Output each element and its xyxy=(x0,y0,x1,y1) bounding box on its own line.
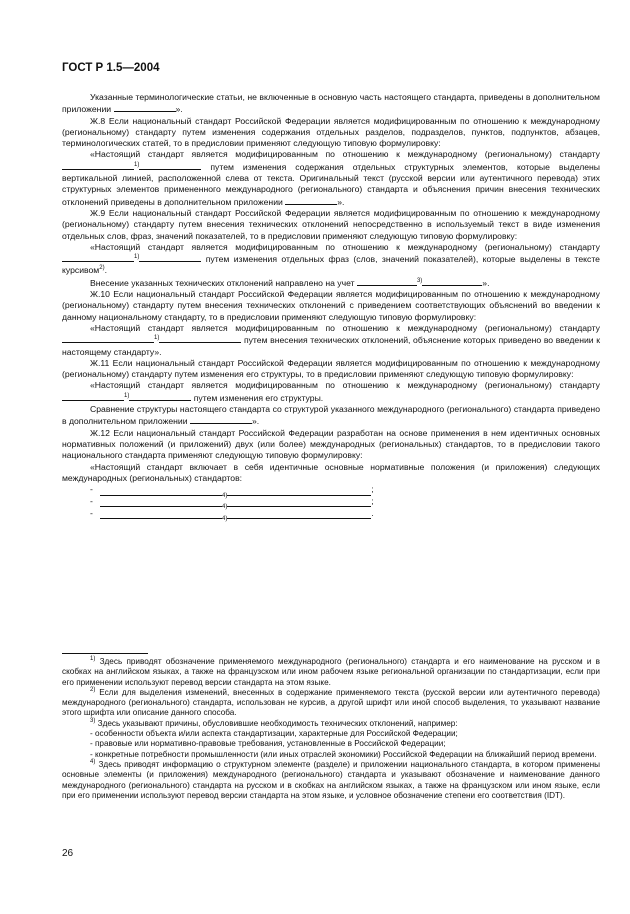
blank-field xyxy=(100,487,222,496)
paragraph-text: путем внесения технических отклонений, объяснение которых приведено во введении к настоящему стандарту». xyxy=(62,335,600,357)
footnote-marker: 1) xyxy=(90,656,96,662)
blank-field xyxy=(62,161,134,170)
paragraph-text: «Настоящий стандарт является модифицированным по отношению к международному (региональному) стандарту xyxy=(90,380,600,391)
blank-field xyxy=(62,334,154,343)
footnote-4 xyxy=(62,760,600,801)
blank-field xyxy=(190,415,252,424)
paragraph-text: путем изменения отдельных фраз (слов, значений показателей), которые выделены в тексте курсивом xyxy=(62,254,600,276)
paragraph-text: Сравнение структуры настоящего стандарта со структурой указанного международного (регионального) стандарта приведено в дополнительном приложении xyxy=(62,404,600,427)
list-dash: - xyxy=(90,495,93,506)
blank-field xyxy=(159,334,241,343)
paragraph-terms xyxy=(62,92,600,116)
blank-field xyxy=(129,392,191,401)
blank-field xyxy=(139,253,201,262)
paragraph-text: «Настоящий стандарт является модифицированным по отношению к международному (региональному) стандарту xyxy=(90,322,600,333)
paragraph-zh11-intro: Ж.11 Если национальный стандарт Российской Федерации является модифицированным по отношению к международному (региональному) стандарту путем изменения его структуры, то в предисловии применяют следующую типовую формулировку: xyxy=(62,357,600,380)
paragraph-text: путем изменения его структуры. xyxy=(193,392,324,403)
paragraph-zh12-intro: Ж.12 Если национальный стандарт Российской Федерации разработан на основе применения в нем идентичных основных нормативных положений (и приложений) двух (или более) международных (региональных) стандартов, то в предисловии такого национального стандарта применяют следующую типовую формулировку: xyxy=(62,427,600,461)
footnotes xyxy=(62,657,600,801)
footnote-text: Здесь приводят информацию о структурном элементе (разделе) и приложении национального стандарта, в котором применены основные элементы (и приложения) международного (регионального) стандарта и указывают обозначение и наименование данного международного (регионального) стандарта на русском и в скобках на английском языках, а также на французском или ином языке, если при его применении используют перевод версии стандарта на этом языке, и условное обозначение степени его соответствия (IDT). xyxy=(62,759,600,800)
list-dash: - xyxy=(90,507,93,518)
blank-field xyxy=(227,495,374,507)
paragraph-zh9-intro: Ж.9 Если национальный стандарт Российской Федерации является модифицированным по отношению к международному (региональному) стандарту путем внесения технических отклонений непосредственно в используемый текст в виде изменения отдельных слов, фраз, значений показателей, то в предисловии применяют следующую типовую формулировку: xyxy=(62,207,600,241)
paragraph-text: путем изменения содержания отдельных структурных элементов, которые выделены вертикальной линией, расположенной слева от текста. Оригинальный текст (русской версии или аутентичного перевода) этих структурных элементов примененного международного (регионального) стандарта и объяснения причин внесения технических отклонений приведены в дополнительном приложении xyxy=(62,161,600,207)
footnote-3-item xyxy=(62,729,600,739)
footnote-marker: 2) xyxy=(90,686,96,693)
footnote-3-item xyxy=(62,739,600,749)
footnote-divider xyxy=(62,653,148,654)
blank-field xyxy=(227,487,371,496)
paragraph-zh8-intro: Ж.8 Если национальный стандарт Российской Федерации является модифицированным по отношению к международному (региональному) стандарту путем изменения содержания отдельных разделов, подразделов, пунктов, подпунктов, абзацев, терминологических статей, то в предисловии применяют следующую типовую формулировку: xyxy=(62,115,600,149)
list-end-mark: . xyxy=(371,507,374,518)
blank-field xyxy=(100,498,222,507)
footnote-text: - правовые или нормативно-правовые требования, установленные в Российской Федерации; xyxy=(90,739,446,749)
page-number: 26 xyxy=(62,848,74,859)
paragraph-zh9-note xyxy=(62,277,600,289)
footnote-3 xyxy=(62,719,600,729)
paragraph-text: «Настоящий стандарт является модифицированным по отношению к международному (региональному) стандарту xyxy=(90,241,600,252)
paragraph-text: ». xyxy=(482,277,490,288)
document-body xyxy=(62,92,600,522)
footnote-text: Здесь указывают причины, обусловившие необходимость технических отклонений, например: xyxy=(97,718,458,728)
paragraph-zh8-quote xyxy=(62,149,600,207)
footnote-ref: 1) xyxy=(134,254,140,261)
footnote-ref: 1) xyxy=(154,335,160,342)
footnote-3-item xyxy=(62,750,600,760)
footnote-marker: 4) xyxy=(90,758,96,765)
footnote-text: Здесь приводят обозначение применяемого международного (регионального) стандарта и его наименование на русском и в скобках на английском языках, а также на французском или ином рабочем языке региональной организации по стандартизации, если при его применении используют перевод версии стандарта на этом языке. xyxy=(62,657,600,687)
paragraph-zh10-quote xyxy=(62,323,600,358)
footnote-1 xyxy=(62,657,600,688)
paragraph-text: Внесение указанных технических отклонений направлено на учет xyxy=(90,277,355,288)
blank-field xyxy=(114,103,176,112)
blank-field xyxy=(422,277,482,286)
paragraph-zh10-intro: Ж.10 Если национальный стандарт Российской Федерации является модифицированным по отношению к международному (региональному) стандарту путем внесения технических отклонений с приведением соответствующих объяснений во введении к данному национальному стандарту, то в предисловии применяют следующую типовую формулировку: xyxy=(62,289,600,322)
paragraph-zh12-quote: «Настоящий стандарт включает в себя идентичные основные нормативные положения (и приложения) следующих международных (региональных) стандартов: xyxy=(62,461,600,483)
paragraph-text: . xyxy=(104,265,107,276)
paragraph-text: ». xyxy=(337,196,345,207)
footnote-ref: 3) xyxy=(416,277,423,284)
list-dash: - xyxy=(90,484,93,495)
paragraph-text: «Настоящий стандарт является модифицированным по отношению к международному (региональному) стандарту xyxy=(90,149,600,160)
list-item: - 4) ; xyxy=(90,495,374,511)
footnote-ref: 2) xyxy=(99,265,105,272)
footnote-text: - особенности объекта и/или аспекта стандартизации, характерные для Российской Федерации; xyxy=(90,729,458,739)
footnote-marker: 3) xyxy=(90,717,96,724)
footnote-text: Если для выделения изменений, внесенных в содержание применяемого текста (русской версии или аутентичного перевода) международного (регионального) стандарта, использован не курсив, а другой шрифт или иной способ выделения, то указывают название этого шрифта или описание данного способа. xyxy=(62,687,601,718)
list-end-mark: ; xyxy=(371,484,374,495)
paragraph-zh11-quote xyxy=(62,380,600,404)
blank-field xyxy=(100,510,222,519)
blank-field xyxy=(139,161,201,170)
footnote-2 xyxy=(62,688,600,719)
list-item: - 4) . xyxy=(90,507,374,522)
list-item: - 4) ; xyxy=(90,484,374,499)
paragraph-text: ». xyxy=(251,416,260,427)
blank-field xyxy=(62,392,124,401)
paragraph-text: Указанные терминологические статьи, не включенные в основную часть настоящего стандарта, приведены в дополнительном приложении xyxy=(62,92,600,115)
paragraph-zh11-note xyxy=(62,404,600,428)
paragraph-zh9-quote xyxy=(62,242,600,277)
blank-field xyxy=(357,277,417,286)
footnote-ref: 1) xyxy=(134,161,140,168)
blank-field xyxy=(62,253,134,262)
footnote-text: - конкретные потребности промышленности (или иных отраслей экономики) Российской Федерации на ближайший период времени. xyxy=(90,749,597,759)
paragraph-text: ». xyxy=(175,104,183,115)
list-end-mark: ; xyxy=(371,495,374,506)
blank-field xyxy=(227,507,374,519)
document-header: ГОСТ Р 1.5—2004 xyxy=(62,62,160,74)
footnote-ref: 1) xyxy=(124,392,130,399)
blank-field xyxy=(285,196,337,205)
